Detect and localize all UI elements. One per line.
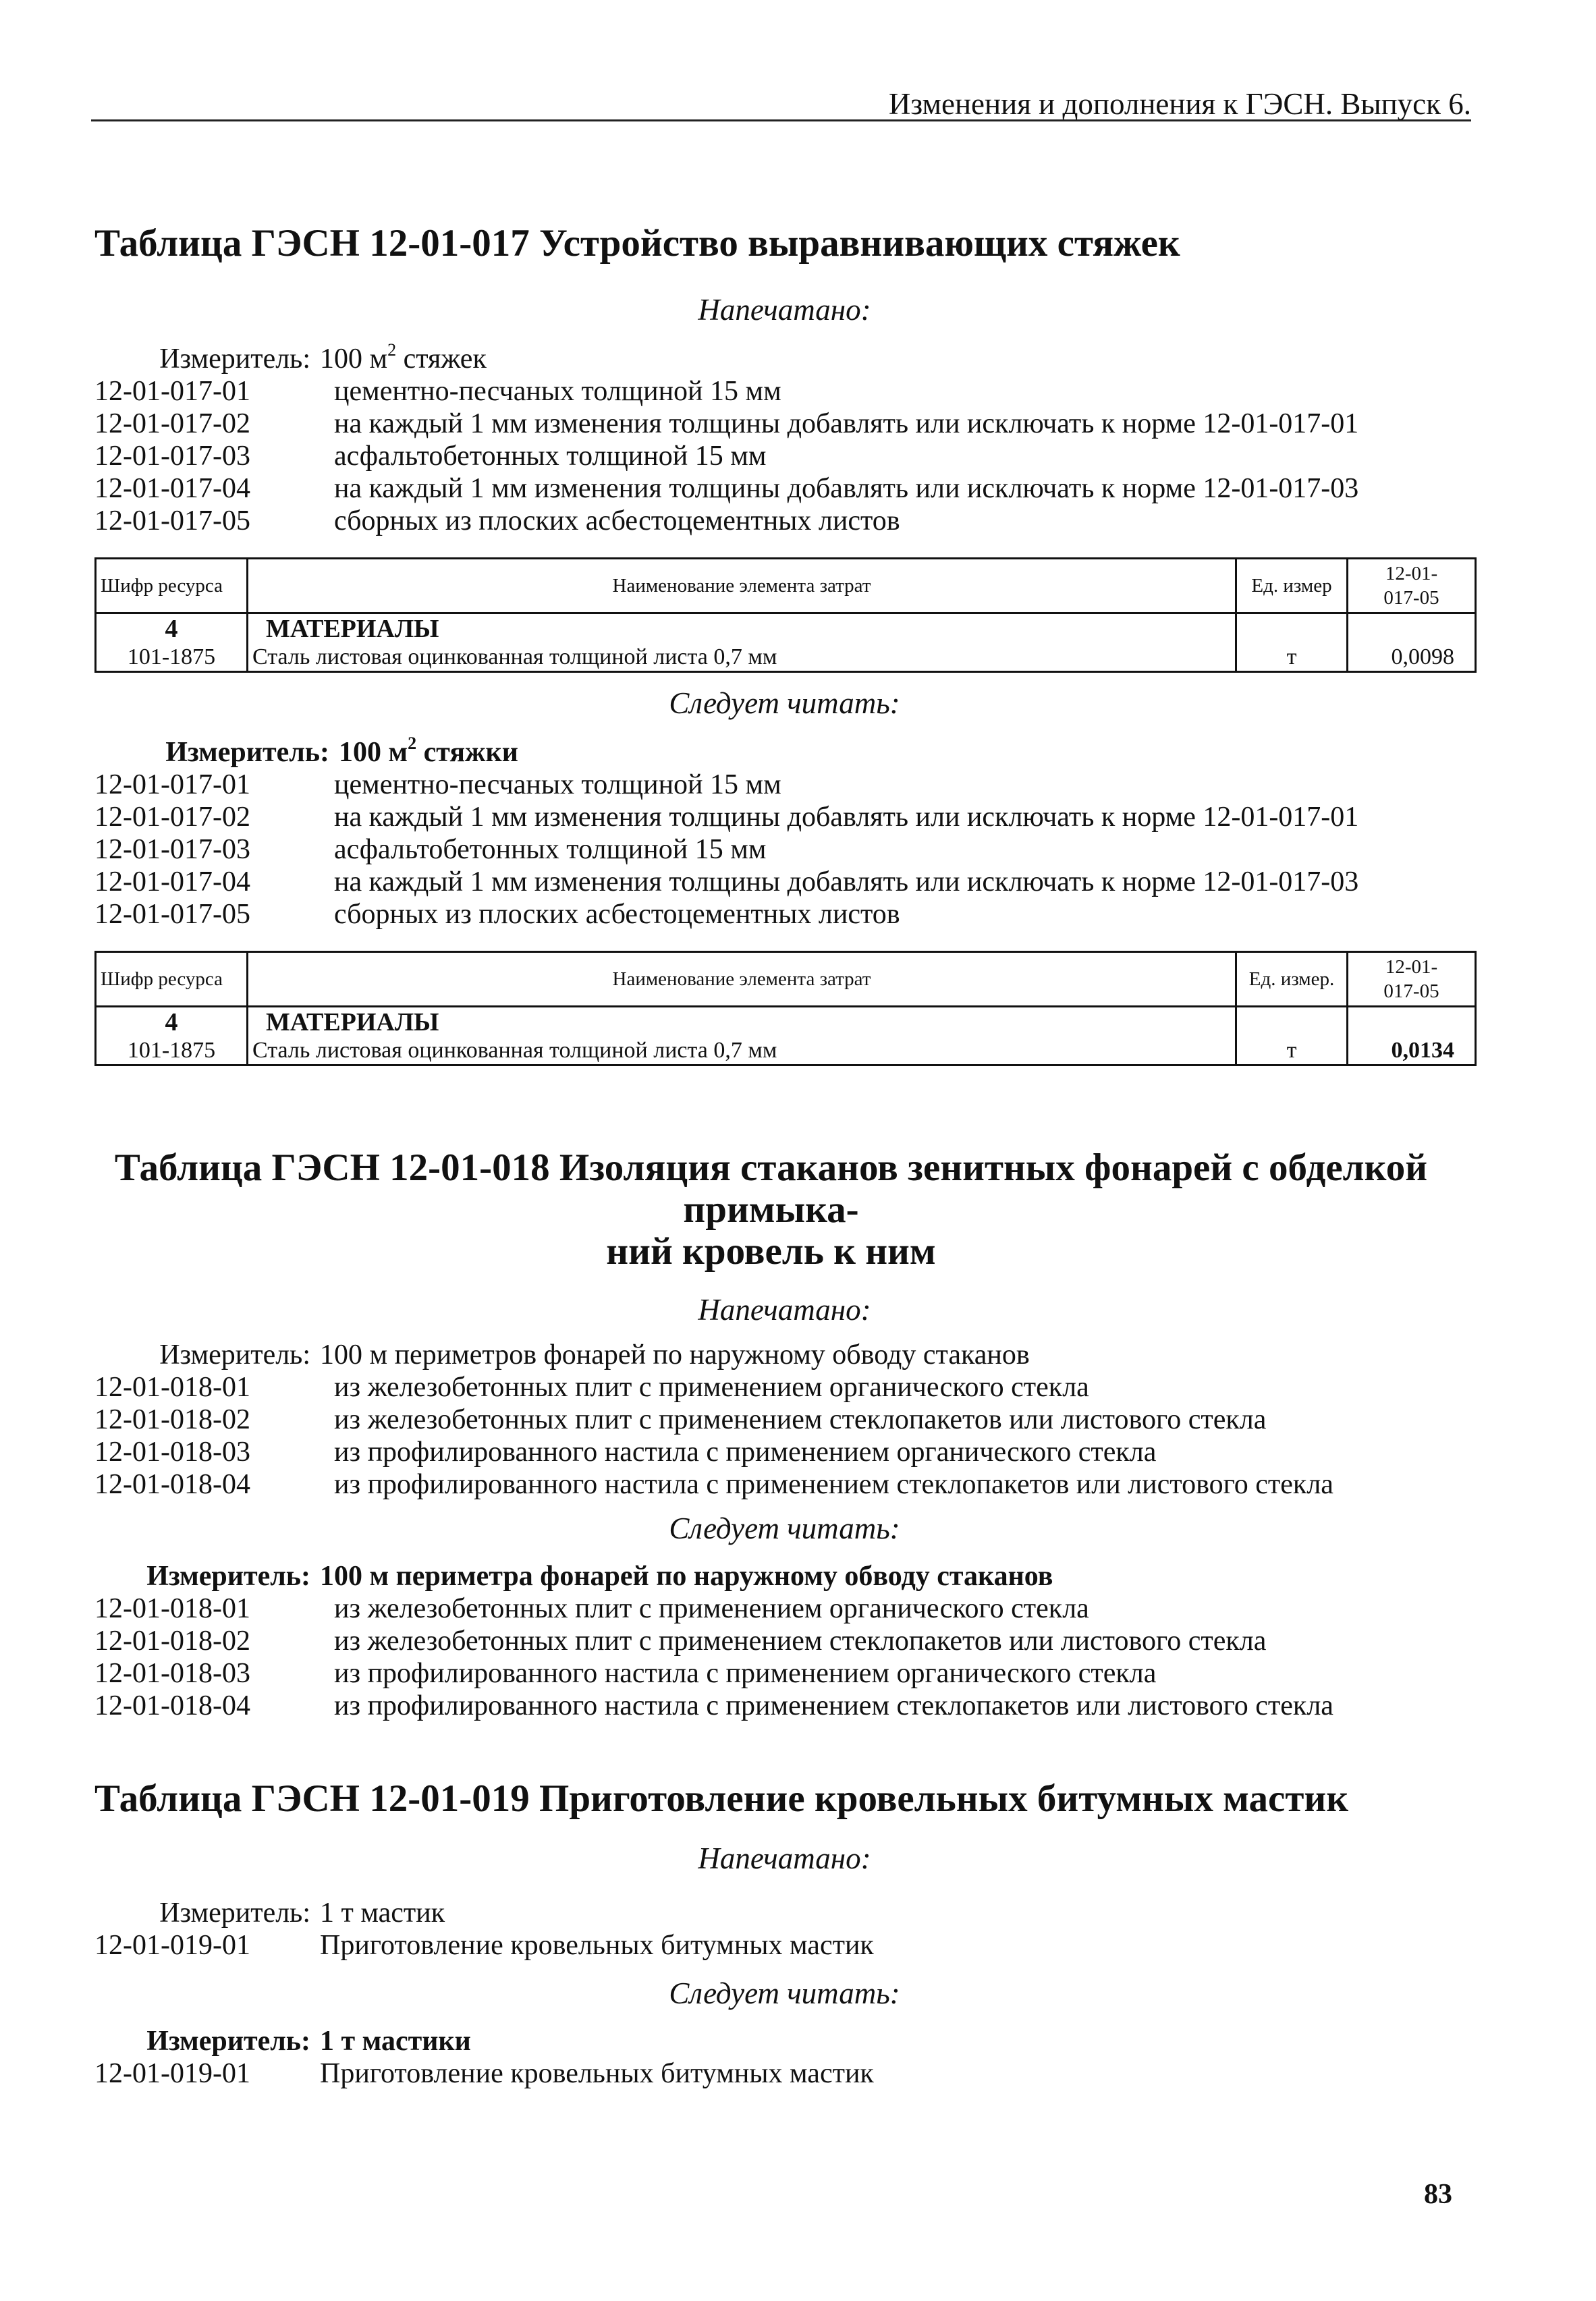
norm-description: из железобетонных плит с применением органического стекла — [334, 1372, 1089, 1403]
code-row — [94, 898, 1475, 931]
norm-description: на каждый 1 мм изменения толщины добавлять или исключать к норме 12-01-017-01 — [334, 408, 1359, 439]
norm-description: из профилированного настила с применением стеклопакетов или листового стекла — [334, 1690, 1333, 1721]
norm-description: сборных из плоских асбестоцементных листов — [334, 899, 900, 930]
resource-name: Сталь листовая оцинкованная толщиной листа 0,7 мм — [248, 1037, 1236, 1065]
code-list-read — [94, 769, 1475, 931]
resource-code: 101-1875 — [96, 644, 248, 672]
norm-description: из железобетонных плит с применением органического стекла — [334, 1593, 1089, 1624]
norm-header-line1: 12-01- — [1385, 956, 1438, 978]
norm-code: 12-01-017-02 — [94, 802, 250, 833]
norm-description: из профилированного настила с применением стеклопакетов или листового стекла — [334, 1469, 1333, 1500]
code-row — [94, 1625, 1475, 1657]
code-row — [94, 440, 1475, 472]
norm-code: 12-01-018-01 — [94, 1593, 250, 1624]
code-row — [94, 505, 1475, 537]
col-header-unit: Ед. измер — [1236, 559, 1348, 613]
resource-unit: т — [1236, 644, 1348, 672]
norm-description: из железобетонных плит с применением стеклопакетов или листового стекла — [334, 1626, 1267, 1657]
norm-code: 12-01-018-02 — [94, 1404, 250, 1435]
norm-code: 12-01-017-03 — [94, 441, 250, 472]
code-row — [94, 1690, 1475, 1722]
group-number: 4 — [96, 1007, 248, 1038]
empty-cell — [1348, 1007, 1476, 1038]
code-row — [94, 408, 1475, 440]
code-row — [94, 1929, 1475, 1962]
norm-description: сборных из плоских асбестоцементных листов — [334, 505, 900, 536]
measure-line-read — [94, 2025, 1475, 2057]
norm-code: 12-01-017-04 — [94, 866, 250, 897]
col-header-name: Наименование элемента затрат — [248, 559, 1236, 613]
norm-code: 12-01-017-02 — [94, 408, 250, 439]
measure-key: Измеритель: — [159, 1339, 310, 1370]
measure-key: Измеритель: — [159, 1897, 310, 1929]
measure-line-printed — [94, 340, 1475, 375]
section-12-01-018 — [94, 1147, 1475, 1722]
table-group-row — [96, 1007, 1476, 1038]
header-rule — [91, 119, 1471, 121]
should-read-label: Следует читать: — [669, 686, 900, 720]
code-list-read — [94, 1592, 1475, 1722]
norm-code: 12-01-018-04 — [94, 1469, 250, 1500]
group-name: МАТЕРИАЛЫ — [248, 1007, 1236, 1038]
norm-code: 12-01-019-01 — [94, 2058, 250, 2089]
table-group-row — [96, 613, 1476, 644]
code-row — [94, 2057, 1475, 2090]
norm-description: цементно-песчаных толщиной 15 мм — [334, 376, 781, 407]
measure-value — [329, 733, 518, 769]
measure-object: стяжек — [396, 343, 487, 375]
code-row — [94, 1657, 1475, 1690]
code-row — [94, 1592, 1475, 1625]
resource-value: 0,0134 — [1348, 1037, 1476, 1065]
section-12-01-017 — [94, 223, 1475, 1066]
section-title: Таблица ГЭСН 12-01-017 Устройство выравнивающих стяжек — [94, 222, 1180, 265]
resource-table-printed — [94, 557, 1477, 673]
resource-name: Сталь листовая оцинкованная толщиной листа 0,7 мм — [248, 644, 1236, 672]
table-row — [96, 644, 1476, 672]
norm-description: асфальтобетонных толщиной 15 мм — [334, 441, 767, 472]
measure-line-read — [94, 1560, 1475, 1592]
code-row — [94, 1371, 1475, 1404]
running-head: Изменения и дополнения к ГЭСН. Выпуск 6. — [888, 87, 1471, 121]
printed-label: Напечатано: — [698, 293, 871, 327]
printed-label: Напечатано: — [698, 1293, 871, 1327]
norm-code: 12-01-017-05 — [94, 505, 250, 536]
code-row — [94, 472, 1475, 505]
norm-description: на каждый 1 мм изменения толщины добавлять или исключать к норме 12-01-017-03 — [334, 473, 1359, 504]
section-12-01-019 — [94, 1778, 1475, 2090]
norm-description: на каждый 1 мм изменения толщины добавлять или исключать к норме 12-01-017-01 — [334, 802, 1359, 833]
col-header-norm — [1348, 952, 1476, 1007]
measure-line-printed — [94, 1339, 1475, 1371]
section-title-line1: Таблица ГЭСН 12-01-018 Изоляция стаканов зенитных фонарей с обделкой примыка- — [114, 1146, 1428, 1231]
empty-cell — [1236, 1007, 1348, 1038]
norm-description: цементно-песчаных толщиной 15 мм — [334, 769, 781, 800]
code-row — [94, 1436, 1475, 1468]
section-title-line2: ний кровель к ним — [606, 1230, 936, 1273]
measure-line-read — [94, 733, 1475, 769]
measure-unit: 100 м — [320, 343, 388, 375]
table-header-row — [96, 559, 1476, 613]
section-title: Таблица ГЭСН 12-01-019 Приготовление кровельных битумных мастик — [94, 1777, 1349, 1820]
code-list-printed — [94, 1929, 1475, 1962]
norm-header-line1: 12-01- — [1385, 563, 1438, 584]
section-title — [94, 1147, 1475, 1273]
norm-code: 12-01-019-01 — [94, 1930, 250, 1961]
code-row — [94, 1468, 1475, 1501]
empty-cell — [1348, 613, 1476, 644]
page-number: 83 — [1424, 2179, 1452, 2210]
norm-header-line2: 017-05 — [1383, 587, 1439, 609]
norm-code: 12-01-018-02 — [94, 1626, 250, 1657]
norm-code: 12-01-018-01 — [94, 1372, 250, 1403]
group-number: 4 — [96, 613, 248, 644]
code-list-printed — [94, 1371, 1475, 1501]
code-row — [94, 1404, 1475, 1436]
measure-key: Измеритель: — [146, 1561, 310, 1592]
measure-line-printed — [94, 1897, 1475, 1929]
norm-description: из железобетонных плит с применением стеклопакетов или листового стекла — [334, 1404, 1267, 1435]
norm-code: 12-01-018-03 — [94, 1437, 250, 1468]
norm-description: из профилированного настила с применением органического стекла — [334, 1658, 1157, 1689]
code-list-printed — [94, 375, 1475, 537]
should-read-label: Следует читать: — [669, 1512, 900, 1545]
norm-description: Приготовление кровельных битумных мастик — [320, 2058, 874, 2089]
norm-code: 12-01-018-04 — [94, 1690, 250, 1721]
table-header-row — [96, 952, 1476, 1007]
col-header-code: Шифр ресурса — [96, 559, 248, 613]
code-list-read — [94, 2057, 1475, 2090]
col-header-name: Наименование элемента затрат — [248, 952, 1236, 1007]
printed-label: Напечатано: — [698, 1841, 871, 1875]
measure-key: Измеритель: — [159, 343, 310, 375]
col-header-code: Шифр ресурса — [96, 952, 248, 1007]
norm-description: на каждый 1 мм изменения толщины добавлять или исключать к норме 12-01-017-03 — [334, 866, 1359, 897]
norm-code: 12-01-018-03 — [94, 1658, 250, 1689]
group-name: МАТЕРИАЛЫ — [248, 613, 1236, 644]
code-row — [94, 833, 1475, 866]
resource-table-read — [94, 951, 1477, 1066]
norm-header-line2: 017-05 — [1383, 980, 1439, 1002]
code-row — [94, 769, 1475, 801]
measure-value: 100 м периметров фонарей по наружному обводу стаканов — [320, 1339, 1030, 1370]
code-row — [94, 801, 1475, 833]
measure-unit-exponent: 2 — [408, 733, 417, 753]
norm-code: 12-01-017-04 — [94, 473, 250, 504]
norm-description: Приготовление кровельных битумных мастик — [320, 1930, 874, 1961]
measure-key: Измеритель: — [165, 737, 329, 768]
measure-unit-exponent: 2 — [387, 340, 397, 360]
measure-value: 1 т мастики — [320, 2026, 471, 2057]
norm-code: 12-01-017-05 — [94, 899, 250, 930]
norm-code: 12-01-017-01 — [94, 769, 250, 800]
col-header-norm — [1348, 559, 1476, 613]
measure-value: 100 м периметра фонарей по наружному обводу стаканов — [320, 1561, 1053, 1592]
resource-value: 0,0098 — [1348, 644, 1476, 672]
norm-code: 12-01-017-03 — [94, 834, 250, 865]
measure-unit: 100 м — [339, 737, 408, 768]
norm-description: асфальтобетонных толщиной 15 мм — [334, 834, 767, 865]
measure-value — [310, 340, 487, 375]
norm-code: 12-01-017-01 — [94, 376, 250, 407]
measure-object: стяжки — [416, 737, 518, 768]
resource-unit: т — [1236, 1037, 1348, 1065]
measure-key: Измеритель: — [146, 2026, 310, 2057]
code-row — [94, 866, 1475, 898]
norm-description: из профилированного настила с применением органического стекла — [334, 1437, 1157, 1468]
should-read-label: Следует читать: — [669, 1976, 900, 2010]
measure-value: 1 т мастик — [320, 1897, 445, 1929]
resource-code: 101-1875 — [96, 1037, 248, 1065]
code-row — [94, 375, 1475, 408]
table-row — [96, 1037, 1476, 1065]
col-header-unit: Ед. измер. — [1236, 952, 1348, 1007]
empty-cell — [1236, 613, 1348, 644]
